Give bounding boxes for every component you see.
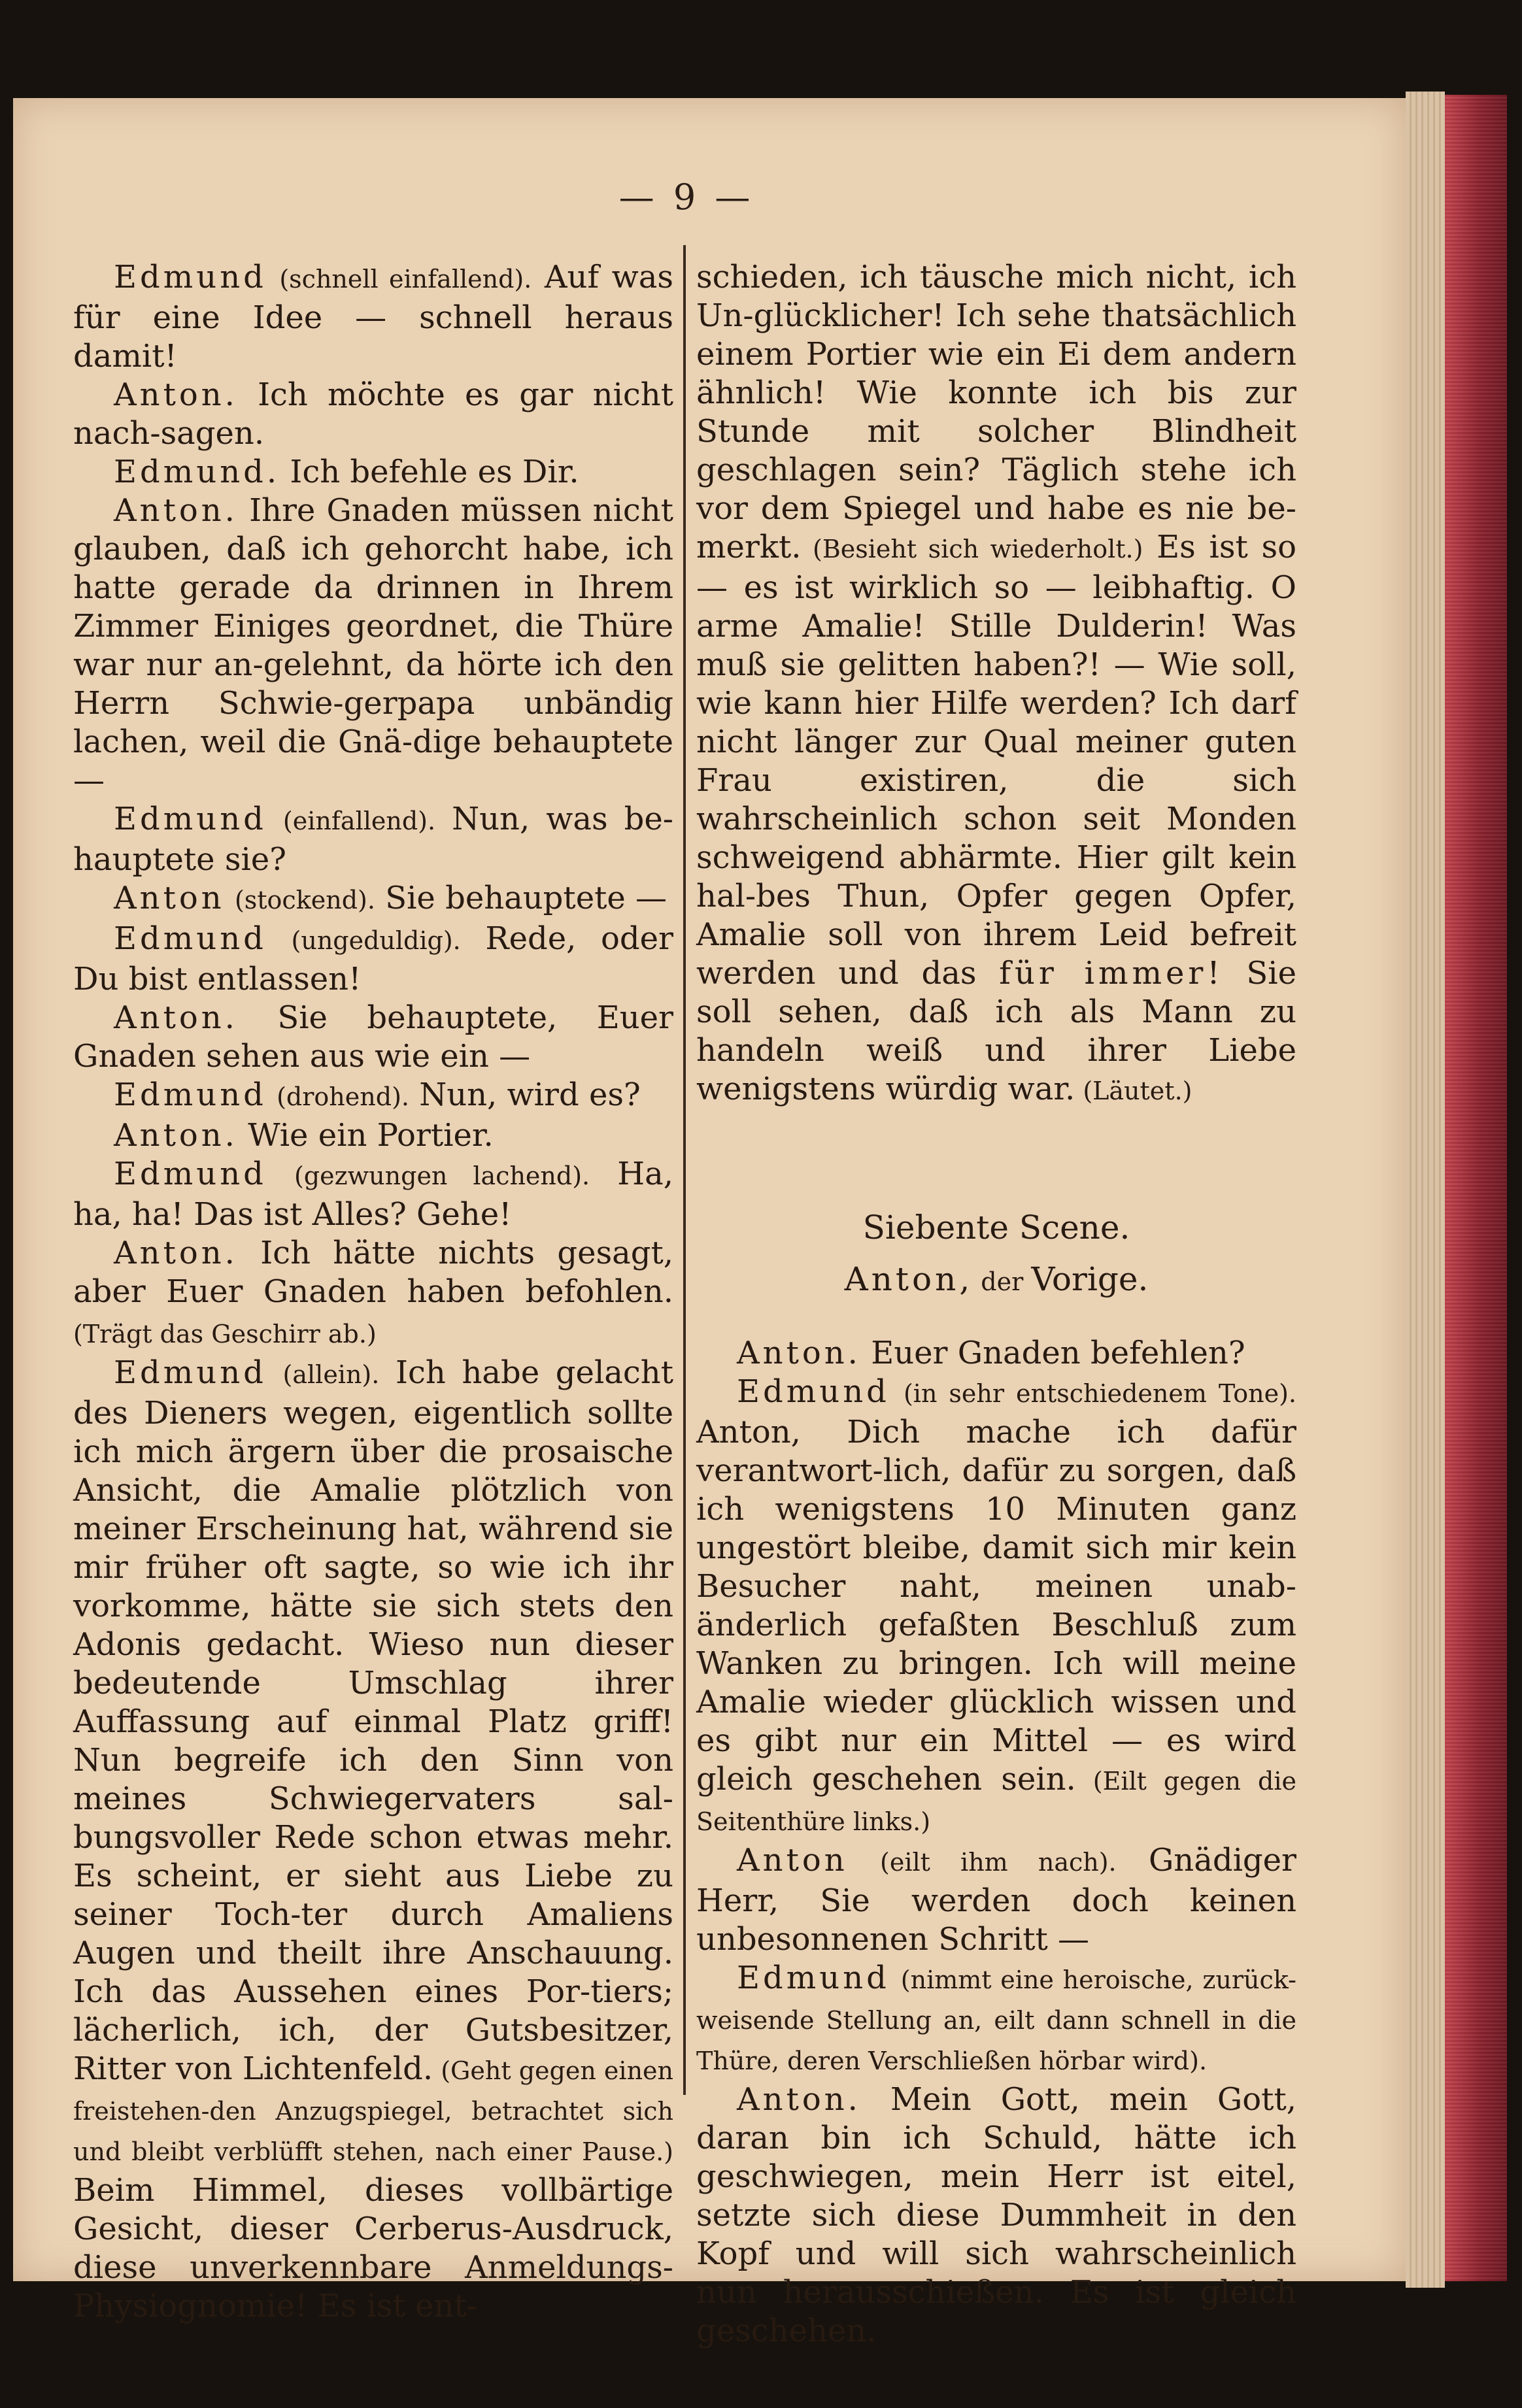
stage-direction: (ungeduldig). — [291, 926, 461, 955]
stage-direction: (schnell einfallend). — [279, 265, 532, 293]
paragraph — [73, 258, 673, 376]
stage-direction: (Trägt das Geschirr ab.) — [73, 1320, 377, 1348]
speaker-name: Anton. — [114, 1117, 238, 1154]
stage-direction: (Eilt gegen die Seitenthüre links.) — [696, 1767, 1296, 1836]
paragraph — [73, 492, 673, 800]
paragraph — [696, 2081, 1296, 2350]
dialogue-text: Ihre Gnaden müssen nicht glauben, daß ich gehorcht habe, ich hatte gerade da drinnen in Ihrem Zimmer Einiges geordnet, die Thüre war nur an-gelehnt, da hörte ich den Herrn Schwie-gerpapa unbändig lachen, weil die Gnä-dige behauptete — — [73, 492, 673, 799]
dialogue-text: Beim Himmel, dieses vollbärtige Gesicht, dieser Cerberus-Ausdruck, diese unverkennbare Anmeldungs-Physiognomie! Es ist ent- — [73, 2172, 673, 2324]
dialogue-text: Nun, wird es? — [409, 1077, 641, 1113]
paragraph — [73, 376, 673, 453]
dialogue-text: Ich möchte es gar nicht nach-sagen. — [73, 376, 673, 452]
dialogue-text: Ha, ha, ha! Das ist Alles? Gehe! — [73, 1156, 673, 1233]
stage-direction: (drohend). — [277, 1082, 409, 1111]
speaker-name: Edmund — [114, 920, 267, 957]
dialogue-text: schieden, ich täusche mich nicht, ich Un-glücklicher! Ich sehe thatsächlich einem Portier wie ein Ei dem andern ähnlich! Wie konnte ich bis zur Stunde mit solcher Blindheit geschlagen sein? Täglich stehe ich vor dem Spiegel und habe es nie be-merkt. — [696, 259, 1296, 565]
speaker-name: Anton. — [114, 1235, 238, 1271]
dialogue-text: Mein Gott, mein Gott, daran bin ich Schuld, hätte ich geschwiegen, mein Herr ist eitel, setzte sich diese Dummheit in den Kopf und will sich wahrscheinlich nun herausschießen. Es ist gleich geschehen. — [696, 2081, 1296, 2349]
speaker-name: Anton. — [737, 1335, 861, 1371]
dialogue-text: Sie behauptete — — [375, 880, 668, 916]
paragraph — [696, 1841, 1296, 1959]
stage-direction: (in sehr entschiedenem Tone). — [903, 1379, 1296, 1408]
stage-direction: (stockend). — [234, 886, 375, 914]
dialogue-text: Es ist so — es ist wirklich so — leibhaftig. O arme Amalie! Stille Dulderin! Was muß sie gelitten haben?! — Wie soll, wie kann hier Hilfe werden? Ich darf nicht länger zur Qual meiner guten Frau existiren, die sich wahrscheinlich schon seit Monden schweigend abhärmte. Hier gilt kein hal-bes Thun, Opfer gegen Opfer, Amalie soll von ihrem Leid befreit werden und das — [696, 529, 1296, 992]
stage-direction: (allein). — [282, 1360, 380, 1389]
speaker-name: Anton. — [114, 492, 238, 529]
paragraph — [73, 453, 673, 492]
paragraph — [73, 1234, 673, 1354]
paragraph — [696, 1373, 1296, 1841]
stage-direction: (Läutet.) — [1075, 1077, 1192, 1105]
left-column — [73, 258, 673, 2326]
paragraph — [73, 1354, 673, 2326]
dialogue-text: Ich befehle es Dir. — [280, 454, 579, 490]
person-name: Vorige. — [1031, 1260, 1149, 1298]
paragraph — [696, 1959, 1296, 2081]
paragraph — [73, 999, 673, 1076]
stage-direction: (Geht gegen einen freistehen-den Anzugspiegel, betrachtet sich und bleibt verblüfft stehen, nach einer Pause.) — [73, 2056, 673, 2166]
dialogue-text: Ich hätte nichts gesagt, aber Euer Gnaden haben befohlen. — [73, 1235, 673, 1310]
speaker-name: Anton. — [114, 376, 238, 413]
speaker-name: Edmund — [114, 801, 267, 837]
speaker-name: Edmund — [114, 1354, 267, 1391]
dialogue-text: Wie ein Portier. — [237, 1117, 494, 1154]
page-stack-edge — [1406, 92, 1445, 2288]
stage-direction: (Besieht sich wiederholt.) — [801, 535, 1143, 563]
paragraph — [73, 800, 673, 879]
person-name: Anton, — [844, 1260, 973, 1298]
scene-spacer — [696, 1111, 1296, 1209]
stage-direction: (gezwungen lachend). — [294, 1162, 590, 1190]
speaker-name: Edmund — [737, 1960, 890, 1996]
scene-persons — [696, 1260, 1296, 1301]
paragraph-continuation — [696, 258, 1296, 1111]
paragraph — [73, 879, 673, 920]
speaker-name: Edmund — [114, 259, 267, 295]
dialogue-text: Ich habe gelacht des Dieners wegen, eigentlich sollte ich mich ärgern über die prosaische Ansicht, die Amalie plötzlich von meiner Erscheinung hat, während sie mir früher oft sagte, so wie ich ihr vorkomme, hätte sie sich stets den Adonis gedacht. Wieso nun dieser bedeutende Umschlag ihrer Auffassung auf einmal Platz griff! Nun begreife ich den Sinn von meines Schwiegervaters sal-bungsvoller Rede schon etwas mehr. Es scheint, er sieht aus Liebe zu seiner Toch-ter durch Amaliens Augen und theilt ihre Anschauung. Ich das Aussehen eines Por-tiers; lächerlich, ich, der Gutsbesitzer, Ritter von Lichtenfeld. — [73, 1354, 673, 2087]
dialogue-text: Nun, was be-hauptete sie? — [73, 801, 674, 878]
stage-direction: (einfallend). — [282, 807, 436, 835]
page-number: — 9 — — [618, 176, 754, 218]
speaker-name: Edmund. — [114, 454, 280, 490]
dialogue-text: Anton, Dich mache ich dafür verantwort-lich, dafür zu sorgen, daß ich wenigstens 10 Minuten ganz ungestört bleibe, damit sich mir kein Besucher naht, meinen unab-änderlich gefaßten Beschluß zum Wanken zu bringen. Ich will meine Amalie wieder glücklich wissen und es gibt nur ein Mittel — es wird gleich geschehen sein. — [696, 1414, 1296, 1798]
speaker-name: Edmund — [114, 1156, 267, 1192]
speaker-name: Edmund — [114, 1077, 267, 1113]
speaker-name: Anton. — [737, 2081, 861, 2118]
dialogue-text: Sie behauptete, Euer Gnaden sehen aus wie ein — — [73, 999, 673, 1075]
paragraph — [696, 1334, 1296, 1373]
dialogue-text: Euer Gnaden befehlen? — [860, 1335, 1245, 1371]
scene-title: Siebente Scene. — [862, 1209, 1130, 1246]
dialogue-text: Gnädiger Herr, Sie werden doch keinen unbesonnenen Schritt — — [696, 1842, 1296, 1958]
dialogue-text: Sie soll sehen, daß ich als Mann zu handeln weiß und ihrer Liebe wenigstens würdig war. — [696, 955, 1297, 1107]
paragraph — [73, 920, 673, 999]
speaker-name: Anton — [114, 880, 225, 916]
stage-direction: (nimmt eine heroische, zurück-weisende Stellung an, eilt dann schnell in die Thüre, deren Verschließen hörbar wird). — [696, 1965, 1296, 2075]
paragraph — [73, 1155, 673, 1234]
emphasized-text: für immer! — [999, 955, 1224, 992]
dialogue-text: Auf was für eine Idee — schnell heraus damit! — [73, 259, 673, 375]
speaker-name: Edmund — [737, 1373, 890, 1410]
speaker-name: Anton — [737, 1842, 848, 1879]
right-column — [696, 258, 1296, 2350]
person-connector: der — [973, 1267, 1032, 1296]
column-divider — [683, 245, 686, 2095]
speaker-name: Anton. — [114, 999, 238, 1036]
paragraph — [73, 1116, 673, 1155]
paragraph — [73, 1076, 673, 1116]
stage-direction: (eilt ihm nach). — [880, 1848, 1117, 1877]
dialogue-text: Rede, oder Du bist entlassen! — [73, 920, 673, 997]
